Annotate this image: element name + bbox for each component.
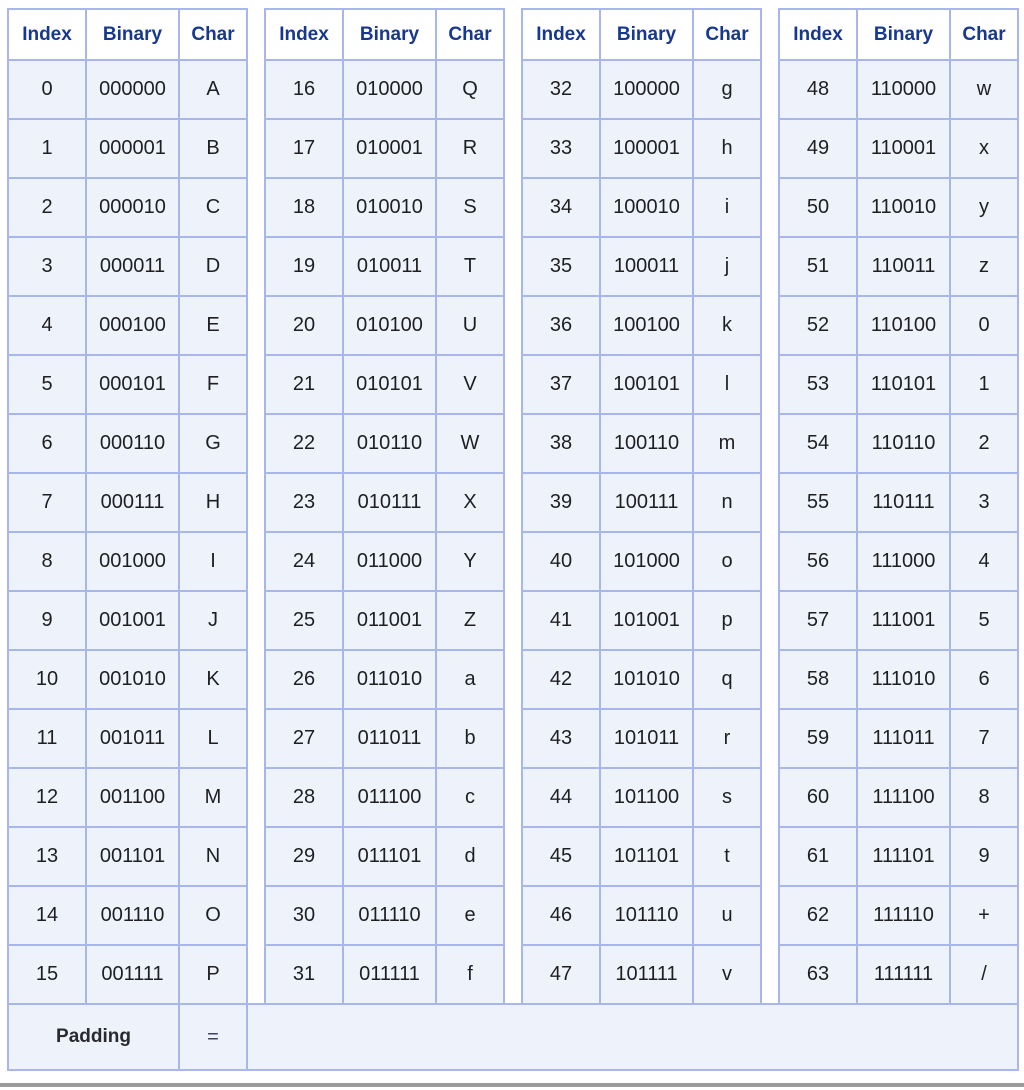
- column-header-char: Char: [436, 9, 504, 60]
- char-cell: p: [693, 591, 761, 650]
- index-cell: 47: [522, 945, 600, 1004]
- column-separator: [761, 709, 779, 768]
- column-header-char: Char: [693, 9, 761, 60]
- binary-cell: 001111: [86, 945, 179, 1004]
- binary-cell: 010011: [343, 237, 436, 296]
- index-cell: 3: [8, 237, 86, 296]
- binary-cell: 000110: [86, 414, 179, 473]
- binary-cell: 001010: [86, 650, 179, 709]
- column-separator: [247, 827, 265, 886]
- binary-cell: 010101: [343, 355, 436, 414]
- index-cell: 33: [522, 119, 600, 178]
- index-cell: 39: [522, 473, 600, 532]
- char-cell: j: [693, 237, 761, 296]
- binary-cell: 111001: [857, 591, 950, 650]
- char-cell: J: [179, 591, 247, 650]
- binary-cell: 111010: [857, 650, 950, 709]
- char-cell: P: [179, 945, 247, 1004]
- char-cell: r: [693, 709, 761, 768]
- binary-cell: 111111: [857, 945, 950, 1004]
- index-cell: 14: [8, 886, 86, 945]
- binary-cell: 101010: [600, 650, 693, 709]
- column-separator: [761, 827, 779, 886]
- char-cell: 2: [950, 414, 1018, 473]
- table-row: [8, 237, 1018, 296]
- column-separator: [247, 591, 265, 650]
- column-separator: [247, 355, 265, 414]
- column-header-binary: Binary: [857, 9, 950, 60]
- column-header-index: Index: [8, 9, 86, 60]
- char-cell: D: [179, 237, 247, 296]
- column-separator: [247, 60, 265, 119]
- binary-cell: 101101: [600, 827, 693, 886]
- index-cell: 45: [522, 827, 600, 886]
- binary-cell: 100001: [600, 119, 693, 178]
- column-separator: [247, 414, 265, 473]
- index-cell: 42: [522, 650, 600, 709]
- table-row: [8, 827, 1018, 886]
- binary-cell: 101110: [600, 886, 693, 945]
- index-cell: 59: [779, 709, 857, 768]
- index-cell: 51: [779, 237, 857, 296]
- column-header-index: Index: [265, 9, 343, 60]
- index-cell: 60: [779, 768, 857, 827]
- char-cell: h: [693, 119, 761, 178]
- column-separator: [504, 9, 522, 60]
- column-separator: [504, 886, 522, 945]
- char-cell: c: [436, 768, 504, 827]
- index-cell: 7: [8, 473, 86, 532]
- column-separator: [761, 886, 779, 945]
- char-cell: k: [693, 296, 761, 355]
- base64-index-table: [7, 8, 1019, 1071]
- index-cell: 2: [8, 178, 86, 237]
- char-cell: v: [693, 945, 761, 1004]
- index-cell: 18: [265, 178, 343, 237]
- column-separator: [761, 945, 779, 1004]
- binary-cell: 111011: [857, 709, 950, 768]
- index-cell: 11: [8, 709, 86, 768]
- column-separator: [247, 650, 265, 709]
- char-cell: a: [436, 650, 504, 709]
- char-cell: R: [436, 119, 504, 178]
- index-cell: 0: [8, 60, 86, 119]
- column-header-index: Index: [522, 9, 600, 60]
- char-cell: s: [693, 768, 761, 827]
- table-row: [8, 768, 1018, 827]
- column-separator: [504, 296, 522, 355]
- index-cell: 35: [522, 237, 600, 296]
- char-cell: V: [436, 355, 504, 414]
- table-row: [8, 886, 1018, 945]
- index-cell: 40: [522, 532, 600, 591]
- char-cell: L: [179, 709, 247, 768]
- index-cell: 8: [8, 532, 86, 591]
- column-separator: [761, 60, 779, 119]
- char-cell: X: [436, 473, 504, 532]
- binary-cell: 101001: [600, 591, 693, 650]
- binary-cell: 110101: [857, 355, 950, 414]
- binary-cell: 110000: [857, 60, 950, 119]
- binary-cell: 011101: [343, 827, 436, 886]
- binary-cell: 111101: [857, 827, 950, 886]
- binary-cell: 011110: [343, 886, 436, 945]
- index-cell: 62: [779, 886, 857, 945]
- binary-cell: 000001: [86, 119, 179, 178]
- column-header-char: Char: [179, 9, 247, 60]
- table-row: [8, 414, 1018, 473]
- column-separator: [761, 591, 779, 650]
- char-cell: f: [436, 945, 504, 1004]
- char-cell: B: [179, 119, 247, 178]
- column-separator: [247, 886, 265, 945]
- binary-cell: 000100: [86, 296, 179, 355]
- index-cell: 16: [265, 60, 343, 119]
- char-cell: u: [693, 886, 761, 945]
- binary-cell: 010100: [343, 296, 436, 355]
- index-cell: 46: [522, 886, 600, 945]
- index-cell: 6: [8, 414, 86, 473]
- column-separator: [247, 9, 265, 60]
- index-cell: 36: [522, 296, 600, 355]
- char-cell: m: [693, 414, 761, 473]
- binary-cell: 100011: [600, 237, 693, 296]
- index-cell: 9: [8, 591, 86, 650]
- binary-cell: 110111: [857, 473, 950, 532]
- index-cell: 38: [522, 414, 600, 473]
- index-cell: 54: [779, 414, 857, 473]
- index-cell: 44: [522, 768, 600, 827]
- char-cell: Z: [436, 591, 504, 650]
- column-separator: [247, 945, 265, 1004]
- index-cell: 50: [779, 178, 857, 237]
- index-cell: 61: [779, 827, 857, 886]
- binary-cell: 001101: [86, 827, 179, 886]
- index-cell: 24: [265, 532, 343, 591]
- binary-cell: 011010: [343, 650, 436, 709]
- binary-cell: 001000: [86, 532, 179, 591]
- index-cell: 21: [265, 355, 343, 414]
- index-cell: 13: [8, 827, 86, 886]
- header-row: [8, 9, 1018, 60]
- column-separator: [504, 591, 522, 650]
- binary-cell: 011000: [343, 532, 436, 591]
- char-cell: G: [179, 414, 247, 473]
- char-cell: S: [436, 178, 504, 237]
- index-cell: 57: [779, 591, 857, 650]
- char-cell: y: [950, 178, 1018, 237]
- char-cell: Q: [436, 60, 504, 119]
- table-row: [8, 296, 1018, 355]
- char-cell: 3: [950, 473, 1018, 532]
- column-separator: [761, 532, 779, 591]
- index-cell: 31: [265, 945, 343, 1004]
- char-cell: A: [179, 60, 247, 119]
- binary-cell: 001001: [86, 591, 179, 650]
- index-cell: 17: [265, 119, 343, 178]
- column-header-binary: Binary: [86, 9, 179, 60]
- column-separator: [504, 237, 522, 296]
- char-cell: 0: [950, 296, 1018, 355]
- binary-cell: 010000: [343, 60, 436, 119]
- index-cell: 30: [265, 886, 343, 945]
- binary-cell: 110010: [857, 178, 950, 237]
- column-header-binary: Binary: [343, 9, 436, 60]
- column-separator: [504, 178, 522, 237]
- binary-cell: 001100: [86, 768, 179, 827]
- index-cell: 5: [8, 355, 86, 414]
- table-row: [8, 532, 1018, 591]
- column-separator: [504, 945, 522, 1004]
- binary-cell: 011011: [343, 709, 436, 768]
- char-cell: I: [179, 532, 247, 591]
- binary-cell: 111110: [857, 886, 950, 945]
- char-cell: +: [950, 886, 1018, 945]
- char-cell: o: [693, 532, 761, 591]
- char-cell: q: [693, 650, 761, 709]
- binary-cell: 011001: [343, 591, 436, 650]
- binary-cell: 100010: [600, 178, 693, 237]
- column-separator: [761, 119, 779, 178]
- table-row: [8, 473, 1018, 532]
- column-separator: [504, 60, 522, 119]
- binary-cell: 100101: [600, 355, 693, 414]
- table-row: [8, 591, 1018, 650]
- char-cell: 1: [950, 355, 1018, 414]
- column-separator: [761, 237, 779, 296]
- column-header-index: Index: [779, 9, 857, 60]
- binary-cell: 010010: [343, 178, 436, 237]
- char-cell: 6: [950, 650, 1018, 709]
- char-cell: 8: [950, 768, 1018, 827]
- char-cell: C: [179, 178, 247, 237]
- table-row: [8, 178, 1018, 237]
- char-cell: d: [436, 827, 504, 886]
- index-cell: 19: [265, 237, 343, 296]
- index-cell: 52: [779, 296, 857, 355]
- index-cell: 63: [779, 945, 857, 1004]
- index-cell: 1: [8, 119, 86, 178]
- padding-label-cell: Padding: [8, 1004, 179, 1070]
- index-cell: 12: [8, 768, 86, 827]
- index-cell: 15: [8, 945, 86, 1004]
- column-separator: [761, 473, 779, 532]
- column-separator: [761, 355, 779, 414]
- index-cell: 27: [265, 709, 343, 768]
- binary-cell: 000111: [86, 473, 179, 532]
- padding-char-cell: =: [179, 1004, 247, 1070]
- column-separator: [504, 119, 522, 178]
- char-cell: l: [693, 355, 761, 414]
- column-separator: [504, 650, 522, 709]
- index-cell: 48: [779, 60, 857, 119]
- index-cell: 29: [265, 827, 343, 886]
- char-cell: w: [950, 60, 1018, 119]
- char-cell: 7: [950, 709, 1018, 768]
- char-cell: U: [436, 296, 504, 355]
- char-cell: e: [436, 886, 504, 945]
- binary-cell: 100000: [600, 60, 693, 119]
- binary-cell: 000101: [86, 355, 179, 414]
- column-separator: [504, 827, 522, 886]
- char-cell: z: [950, 237, 1018, 296]
- column-separator: [247, 532, 265, 591]
- column-separator: [504, 768, 522, 827]
- index-cell: 41: [522, 591, 600, 650]
- table-row: [8, 60, 1018, 119]
- char-cell: t: [693, 827, 761, 886]
- index-cell: 10: [8, 650, 86, 709]
- column-separator: [247, 473, 265, 532]
- binary-cell: 110011: [857, 237, 950, 296]
- column-separator: [504, 709, 522, 768]
- char-cell: O: [179, 886, 247, 945]
- column-separator: [247, 237, 265, 296]
- binary-cell: 000000: [86, 60, 179, 119]
- char-cell: W: [436, 414, 504, 473]
- binary-cell: 001011: [86, 709, 179, 768]
- index-cell: 4: [8, 296, 86, 355]
- column-separator: [761, 414, 779, 473]
- binary-cell: 010001: [343, 119, 436, 178]
- column-header-binary: Binary: [600, 9, 693, 60]
- binary-cell: 101111: [600, 945, 693, 1004]
- index-cell: 43: [522, 709, 600, 768]
- table-row: [8, 355, 1018, 414]
- index-cell: 23: [265, 473, 343, 532]
- index-cell: 34: [522, 178, 600, 237]
- char-cell: 4: [950, 532, 1018, 591]
- char-cell: b: [436, 709, 504, 768]
- column-separator: [247, 768, 265, 827]
- index-cell: 58: [779, 650, 857, 709]
- index-cell: 25: [265, 591, 343, 650]
- index-cell: 20: [265, 296, 343, 355]
- char-cell: K: [179, 650, 247, 709]
- binary-cell: 010110: [343, 414, 436, 473]
- padding-empty-cell: [247, 1004, 1018, 1070]
- binary-cell: 111100: [857, 768, 950, 827]
- column-separator: [761, 296, 779, 355]
- binary-cell: 101011: [600, 709, 693, 768]
- char-cell: 9: [950, 827, 1018, 886]
- page-bottom-rule: [0, 1083, 1024, 1087]
- table-row: [8, 650, 1018, 709]
- char-cell: x: [950, 119, 1018, 178]
- binary-cell: 110110: [857, 414, 950, 473]
- column-separator: [761, 178, 779, 237]
- char-cell: H: [179, 473, 247, 532]
- binary-cell: 011100: [343, 768, 436, 827]
- column-separator: [247, 178, 265, 237]
- column-separator: [504, 473, 522, 532]
- index-cell: 53: [779, 355, 857, 414]
- char-cell: i: [693, 178, 761, 237]
- binary-cell: 000011: [86, 237, 179, 296]
- column-separator: [504, 414, 522, 473]
- char-cell: Y: [436, 532, 504, 591]
- column-separator: [504, 532, 522, 591]
- column-separator: [761, 9, 779, 60]
- column-separator: [761, 650, 779, 709]
- index-cell: 28: [265, 768, 343, 827]
- column-separator: [504, 355, 522, 414]
- char-cell: N: [179, 827, 247, 886]
- binary-cell: 101000: [600, 532, 693, 591]
- index-cell: 56: [779, 532, 857, 591]
- table-row: [8, 709, 1018, 768]
- binary-cell: 101100: [600, 768, 693, 827]
- page: [0, 8, 1024, 1090]
- binary-cell: 100100: [600, 296, 693, 355]
- binary-cell: 000010: [86, 178, 179, 237]
- binary-cell: 110001: [857, 119, 950, 178]
- binary-cell: 011111: [343, 945, 436, 1004]
- table-row: [8, 945, 1018, 1004]
- char-cell: M: [179, 768, 247, 827]
- index-cell: 26: [265, 650, 343, 709]
- char-cell: n: [693, 473, 761, 532]
- index-cell: 32: [522, 60, 600, 119]
- char-cell: /: [950, 945, 1018, 1004]
- table-row: [8, 119, 1018, 178]
- column-separator: [247, 119, 265, 178]
- char-cell: T: [436, 237, 504, 296]
- column-separator: [761, 768, 779, 827]
- column-separator: [247, 709, 265, 768]
- char-cell: g: [693, 60, 761, 119]
- column-header-char: Char: [950, 9, 1018, 60]
- binary-cell: 010111: [343, 473, 436, 532]
- index-cell: 49: [779, 119, 857, 178]
- char-cell: 5: [950, 591, 1018, 650]
- column-separator: [247, 296, 265, 355]
- binary-cell: 110100: [857, 296, 950, 355]
- binary-cell: 100110: [600, 414, 693, 473]
- index-cell: 22: [265, 414, 343, 473]
- char-cell: F: [179, 355, 247, 414]
- char-cell: E: [179, 296, 247, 355]
- index-cell: 55: [779, 473, 857, 532]
- index-cell: 37: [522, 355, 600, 414]
- binary-cell: 111000: [857, 532, 950, 591]
- binary-cell: 100111: [600, 473, 693, 532]
- padding-row: [8, 1004, 1018, 1070]
- binary-cell: 001110: [86, 886, 179, 945]
